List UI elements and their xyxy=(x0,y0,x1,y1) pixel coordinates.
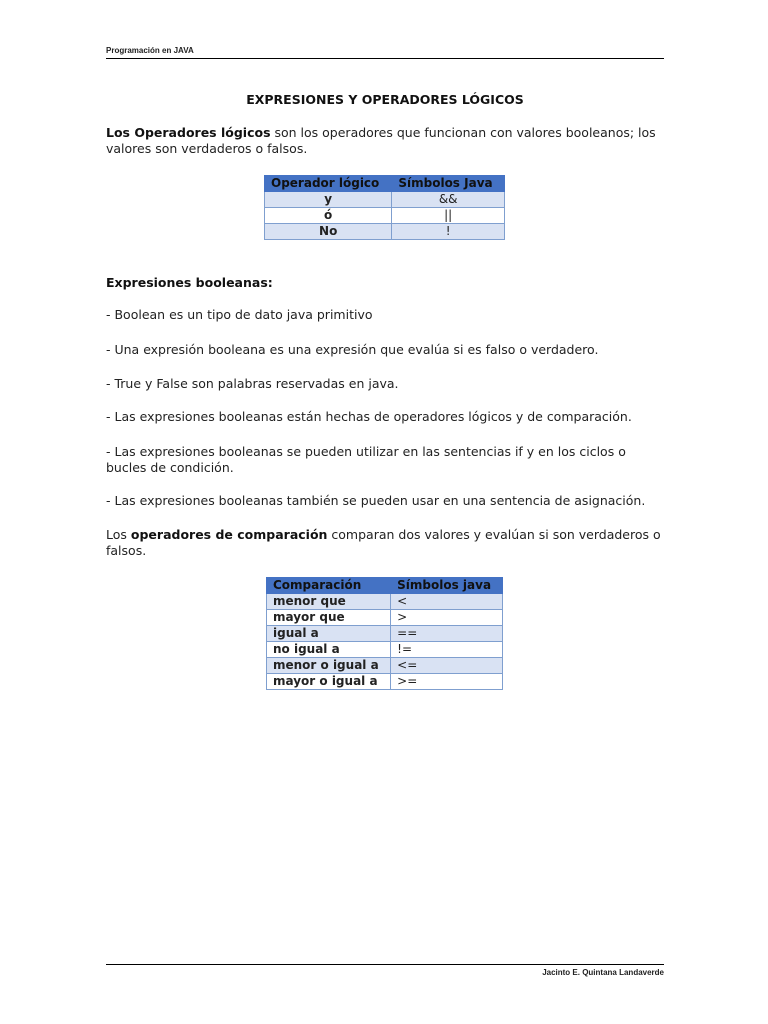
list-item: - Las expresiones booleanas también se pueden usar en una sentencia de asignación. xyxy=(106,493,646,508)
list-item: - Las expresiones booleanas se pueden utilizar en las sentencias if y en los ciclos o bucles de condición. xyxy=(106,444,626,475)
list-item: - True y False son palabras reservadas en java. xyxy=(106,376,399,391)
table-cell: No xyxy=(265,224,392,240)
comparison-bold: operadores de comparación xyxy=(130,527,328,542)
table-cell: mayor o igual a xyxy=(267,674,391,690)
table-cell: < xyxy=(391,594,503,610)
table-header-cell: Comparación xyxy=(267,578,391,594)
table-cell: > xyxy=(391,610,503,626)
table-cell: == xyxy=(391,626,503,642)
comparison-text: comparan dos valores y evalúan si son verdaderos o falsos. xyxy=(106,527,661,558)
table-row xyxy=(267,594,503,610)
table-header-cell: Operador lógico xyxy=(265,176,392,192)
table-cell: menor o igual a xyxy=(267,658,391,674)
page-title: EXPRESIONES Y OPERADORES LÓGICOS xyxy=(246,92,524,107)
comparison-paragraph xyxy=(106,527,664,559)
list-item: - Una expresión booleana es una expresión que evalúa si es falso o verdadero. xyxy=(106,342,599,357)
intro-bold: Los Operadores lógicos xyxy=(106,125,271,140)
logical-operators-table xyxy=(264,175,505,240)
table-row xyxy=(265,224,505,240)
table-cell: != xyxy=(391,642,503,658)
page-header: Programación en JAVA xyxy=(106,46,664,59)
table-cell: && xyxy=(392,192,505,208)
table-cell: >= xyxy=(391,674,503,690)
list-item: - Boolean es un tipo de dato java primitivo xyxy=(106,307,373,322)
table-row xyxy=(267,642,503,658)
table-cell: y xyxy=(265,192,392,208)
table-cell: no igual a xyxy=(267,642,391,658)
table-cell: mayor que xyxy=(267,610,391,626)
table-cell: || xyxy=(392,208,505,224)
table-row xyxy=(267,626,503,642)
comparison-operators-table xyxy=(266,577,503,690)
table-row xyxy=(267,610,503,626)
intro-paragraph xyxy=(106,125,664,157)
table-cell: igual a xyxy=(267,626,391,642)
table-header-row xyxy=(265,176,505,192)
table-cell: ó xyxy=(265,208,392,224)
table-row xyxy=(267,674,503,690)
table-cell: ! xyxy=(392,224,505,240)
table-header-row xyxy=(267,578,503,594)
comparison-text-pre: Los xyxy=(106,527,131,542)
table-row xyxy=(265,208,505,224)
table-cell: menor que xyxy=(267,594,391,610)
table-header-cell: Símbolos java xyxy=(391,578,503,594)
list-item: - Las expresiones booleanas están hechas de operadores lógicos y de comparación. xyxy=(106,409,632,424)
intro-text: son los operadores que funcionan con valores booleanos; los valores son verdaderos o falsos. xyxy=(106,125,656,156)
table-header-cell: Símbolos Java xyxy=(392,176,505,192)
section-heading: Expresiones booleanas: xyxy=(106,275,273,290)
table-row xyxy=(267,658,503,674)
table-row xyxy=(265,192,505,208)
table-cell: <= xyxy=(391,658,503,674)
page-footer: Jacinto E. Quintana Landaverde xyxy=(106,964,664,977)
